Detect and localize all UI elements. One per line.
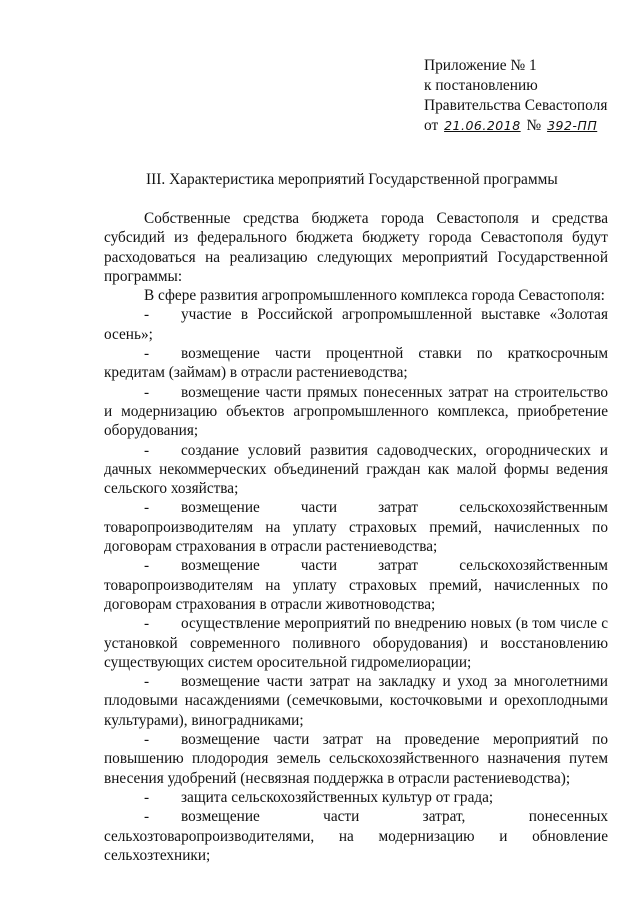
list-item bbox=[104, 672, 608, 730]
list-item bbox=[104, 788, 608, 807]
list-dash: - bbox=[144, 383, 150, 401]
list-item-text: защита сельскохозяйственных культур от града; bbox=[181, 788, 494, 806]
list-dash: - bbox=[144, 615, 150, 633]
sphere-paragraph: В сфере развития агропромышленного комплекса города Севастополя: bbox=[144, 287, 605, 305]
annex-resolution: к постановлению bbox=[424, 77, 538, 94]
list-item bbox=[104, 498, 608, 556]
list-item bbox=[104, 807, 608, 865]
list-dash: - bbox=[144, 788, 150, 806]
annex-number-sign: № bbox=[526, 117, 542, 134]
list-item-text: возмещение части процентной ставки по краткосрочным кредитам (займам) в отрасли растениеводства; bbox=[104, 345, 608, 382]
list-item bbox=[104, 344, 608, 383]
list-item bbox=[104, 441, 608, 499]
list-item-text: возмещение части прямых понесенных затрат на строительство и модернизацию объектов агропромышленного комплекса, приобретение оборудования; bbox=[104, 383, 608, 440]
list-item-text: возмещение части затрат сельскохозяйственным товаропроизводителям на уплату страховых премий, начисленных по договорам страхования в отрасли животноводства; bbox=[104, 557, 608, 613]
list-dash: - bbox=[144, 345, 150, 363]
list-item-text: осуществление мероприятий по внедрению новых (в том числе с установкой современного поливного оборудования) и восстановлению существующих систем оросительной гидромелиорации; bbox=[104, 615, 608, 671]
list-item bbox=[104, 614, 608, 672]
list-dash: - bbox=[144, 557, 150, 575]
annex-government: Правительства Севастополя bbox=[424, 97, 608, 114]
list-item-text: возмещение части затрат на закладку и уход за многолетними плодовыми насаждениями (семечковыми, косточковыми и орехоплодными культурами), виноградниками; bbox=[104, 673, 608, 729]
document-body bbox=[104, 209, 608, 865]
list-item bbox=[104, 383, 608, 441]
annex-number: 392-ПП bbox=[547, 118, 598, 133]
list-dash: - bbox=[144, 441, 150, 459]
list-item-text: возмещение части затрат сельскохозяйственным товаропроизводителям на уплату страховых премий, начисленных по договорам страхования в отрасли растениеводства; bbox=[104, 499, 608, 556]
section-title: III. Характеристика мероприятий Государственной программы bbox=[146, 171, 558, 188]
annex-title: Приложение № 1 bbox=[424, 57, 537, 74]
list-item-text: участие в Российской агропромышленной выставке «Золотая осень»; bbox=[104, 306, 608, 343]
list-item bbox=[104, 305, 608, 344]
list-item bbox=[104, 556, 608, 614]
intro-paragraph: Собственные средства бюджета города Севастополя и средства субсидий из федерального бюджета бюджету города Севастополя будут расходоваться на реализацию следующих мероприятий Государственной программы: bbox=[104, 210, 608, 285]
annex-date-line bbox=[424, 116, 624, 136]
list-item-text: возмещение части затрат, понесенных сельхозтоваропроизводителями, на модернизацию и обновление сельхозтехники; bbox=[104, 808, 608, 864]
list-dash: - bbox=[144, 306, 150, 324]
annex-header bbox=[424, 56, 624, 136]
list-item-text: возмещение части затрат на проведение мероприятий по повышению плодородия земель сельскохозяйственного назначения путем внесения удобрений (несвязная поддержка в отрасли растениеводства); bbox=[104, 731, 608, 787]
list-dash: - bbox=[144, 499, 150, 517]
annex-from: от bbox=[424, 117, 439, 134]
list-dash: - bbox=[144, 808, 150, 826]
annex-date: 21.06.2018 bbox=[444, 118, 521, 133]
list-dash: - bbox=[144, 731, 150, 749]
list-item-text: создание условий развития садоводческих, огороднических и дачных некоммерческих объединений граждан как малой формы ведения сельского хозяйства; bbox=[104, 441, 608, 498]
list-item bbox=[104, 730, 608, 788]
list-dash: - bbox=[144, 673, 150, 691]
measures-list bbox=[104, 305, 608, 865]
